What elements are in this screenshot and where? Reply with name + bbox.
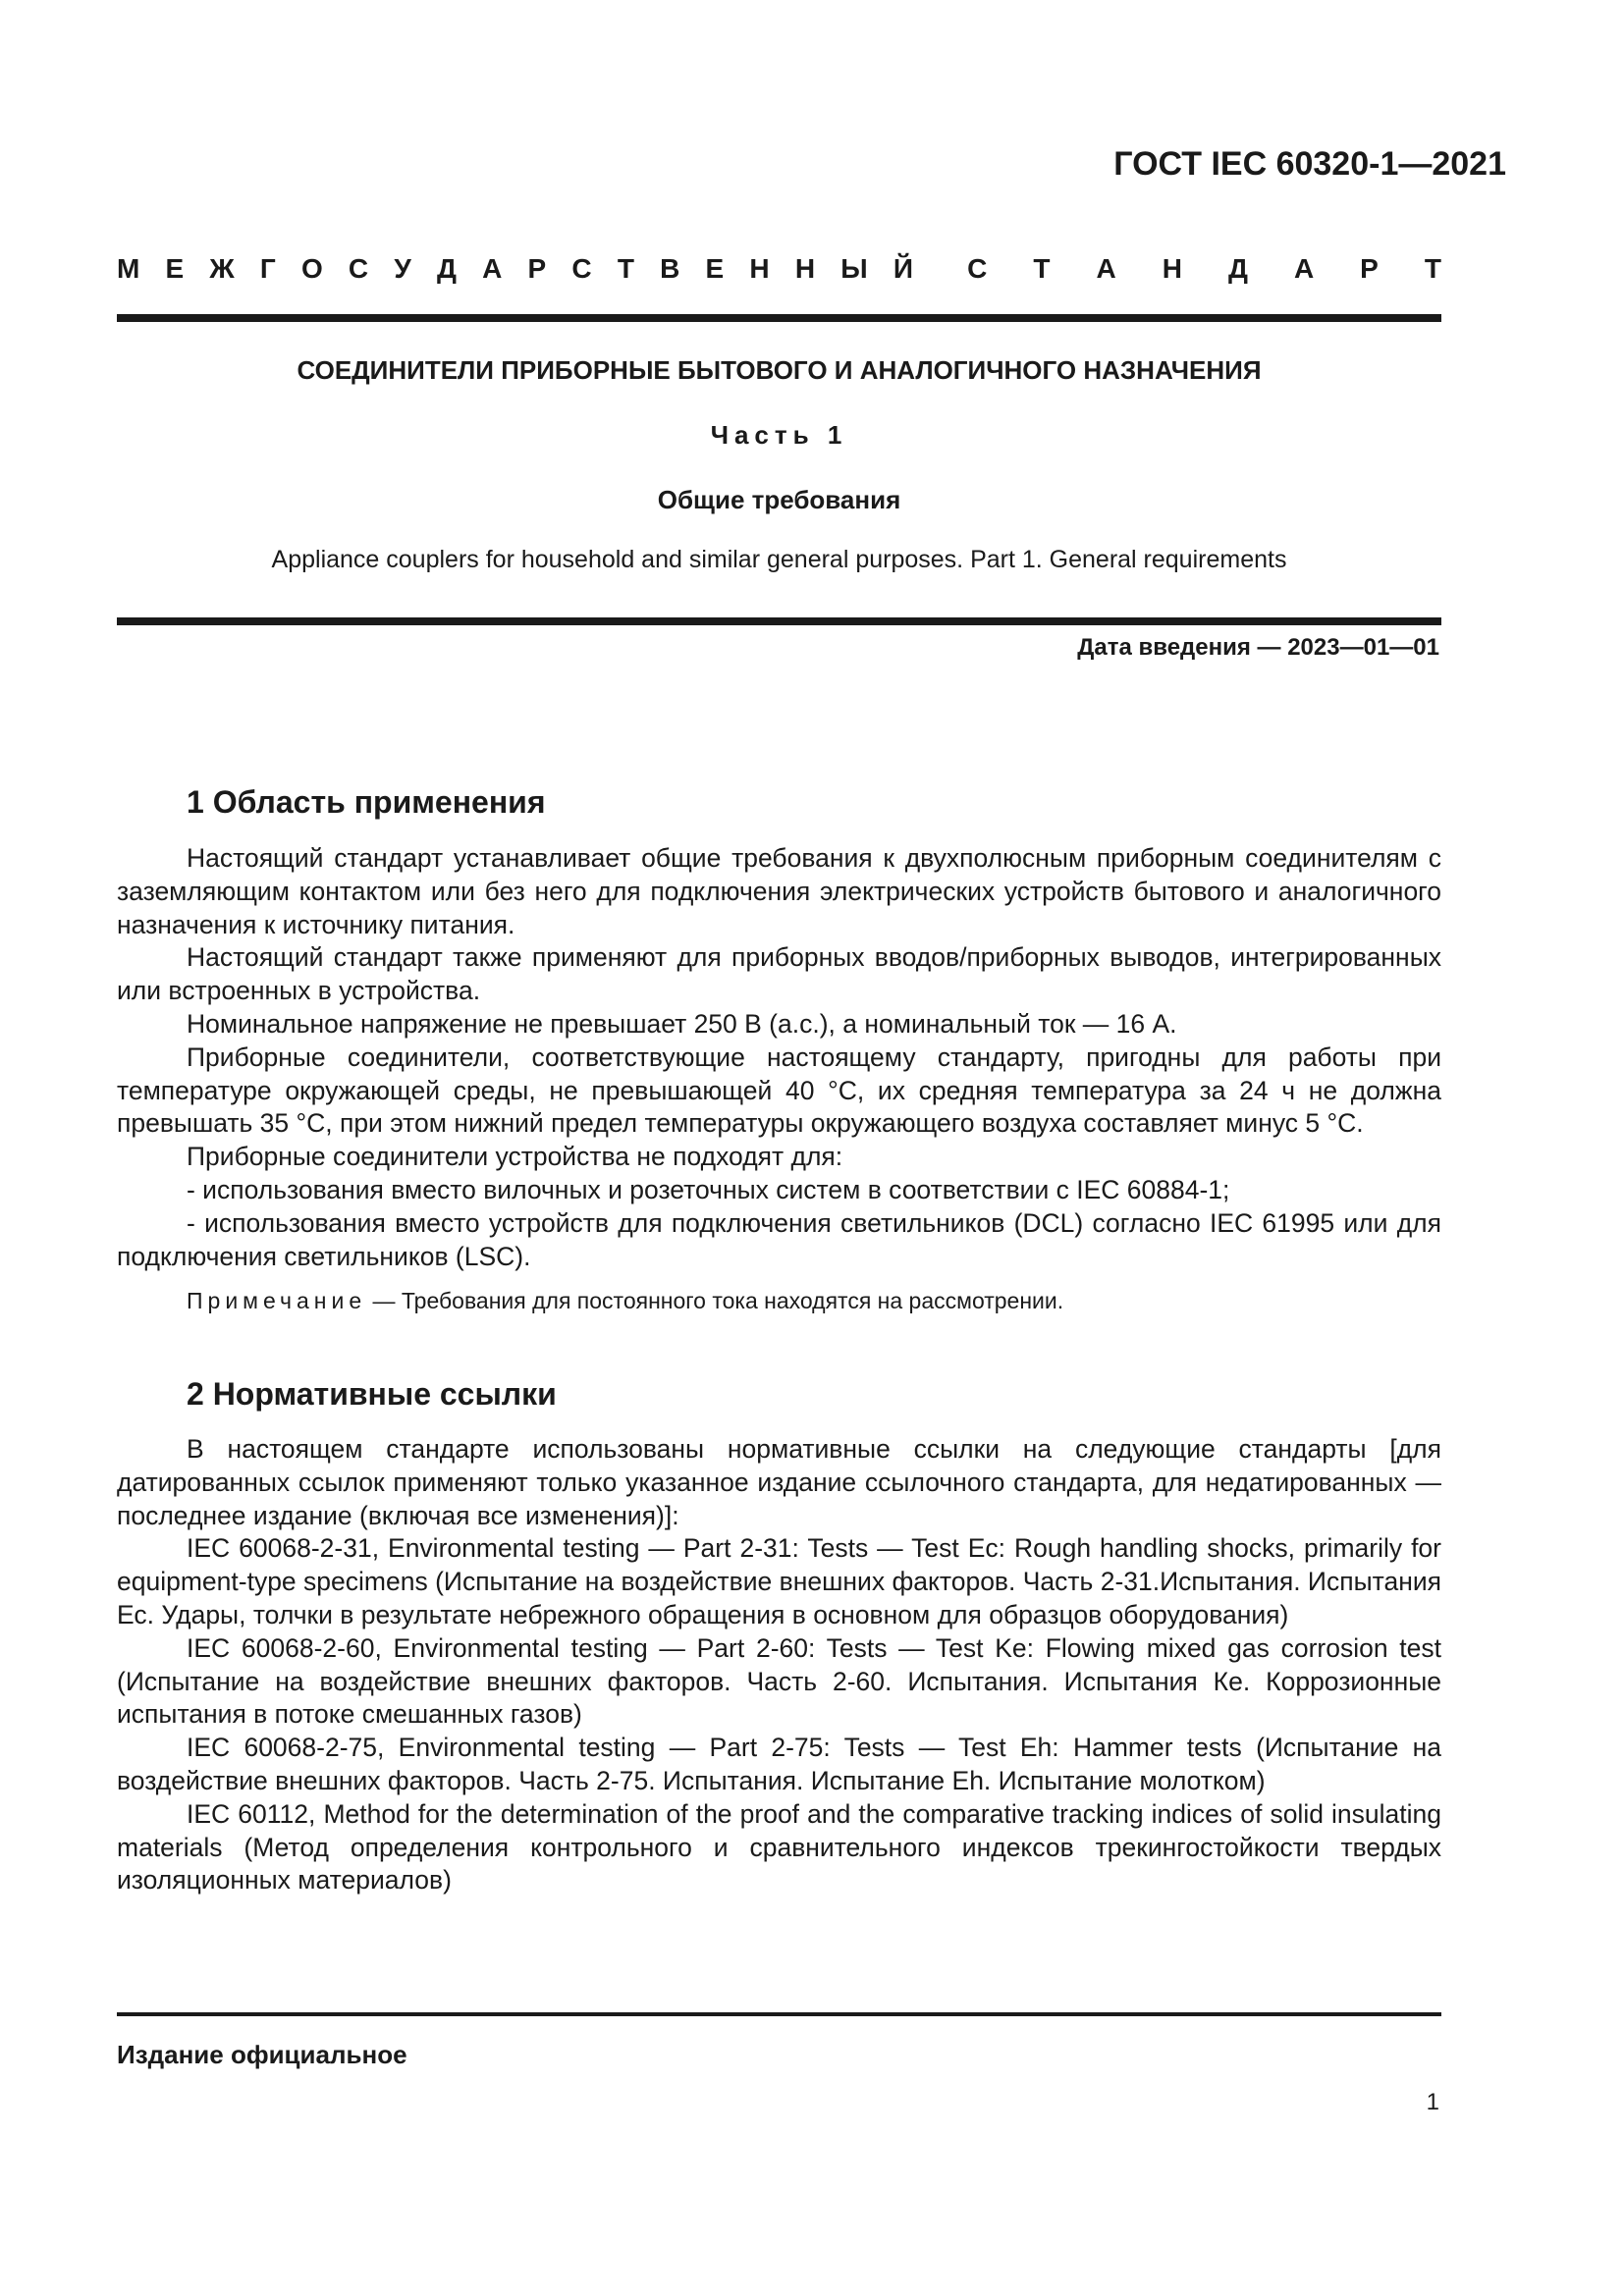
banner-letter: Т [1424,253,1441,284]
section-1-body [117,842,1441,1273]
paragraph: Приборные соединители устройства не подходят для: [187,1142,843,1172]
standard-code: ГОСТ IEC 60320-1—2021 [1113,145,1506,183]
reference-item: IEC 60068-2-60, Environmental testing — Part 2-60: Tests — Test Ke: Flowing mixed gas corrosion test (Испытание на воздействие внешних факторов. Часть 2-60. Испытания. Испытания Ке. Коррозионные испытания в потоке смешанных газов) [117,1632,1441,1730]
page-number: 1 [1426,2089,1439,2115]
note-label: Примечание [187,1288,367,1313]
reference-item: IEC 60068-2-75, Environmental testing — Part 2-75: Tests — Test Eh: Hammer tests (Испытание на воздействие внешних факторов. Часть 2-75. Испытания. Испытание Eh. Испытание молотком) [117,1733,1441,1795]
document-title: СОЕДИНИТЕЛИ ПРИБОРНЫЕ БЫТОВОГО И АНАЛОГИЧНОГО НАЗНАЧЕНИЯ [297,355,1262,385]
reference-item: IEC 60112, Method for the determination of the proof and the comparative tracking indices of solid insulating materials (Метод определения контрольного и сравнительного индексов трекингостойкости твердых изоляционных материалов) [117,1798,1441,1896]
banner-letter: Е [165,253,185,284]
introduction-date: Дата введения — 2023—01—01 [1077,634,1439,661]
section-2-body [117,1433,1441,1897]
banner-letter: Т [617,253,634,284]
document-part: Часть 1 [710,420,848,450]
list-item: - использования вместо вилочных и розеточных систем в соответствии с IEC 60884-1; [187,1174,1230,1204]
official-edition-label: Издание официальное [117,2040,407,2069]
paragraph: Настоящий стандарт также применяют для приборных вводов/приборных выводов, интегрированных или встроенных в устройства. [117,942,1441,1006]
banner-letter: Н [794,253,816,284]
banner-letter: Н [1162,253,1182,284]
header-divider [117,314,1441,322]
banner-letter: Т [1033,253,1051,284]
note-text: — Требования для постоянного тока находятся на рассмотрении. [366,1288,1064,1313]
banner-letter: В [660,253,680,284]
reference-item: IEC 60068-2-31, Environmental testing — Part 2-31: Tests — Test Ec: Rough handling shocks, primarily for equipment-type specimens (Испытание на воздействие внешних факторов. Часть 2-31.Испытания. Испытания Ес. Удары, толчки в результате небрежного обращения в основном для образцов оборудования) [117,1533,1441,1629]
banner-letters-2 [967,253,1441,289]
banner-letter: Ж [209,253,235,284]
paragraph: В настоящем стандарте использованы нормативные ссылки на следующие стандарты [для датированных ссылок применяют только указанное издание ссылочного стандарта, для недатированных — последнее издание (включая все изменения)]: [117,1434,1441,1530]
banner-letter: А [482,253,503,284]
banner-letters-1 [117,253,913,289]
banner-letter: Д [1227,253,1248,284]
banner-letter: А [1096,253,1116,284]
banner-letter: А [1293,253,1315,284]
footer-divider [117,2012,1441,2016]
banner-letter: Ы [840,253,868,284]
banner-letter: С [571,253,592,284]
section-1-heading: 1 Область применения [187,784,546,820]
banner-letter: Е [705,253,725,284]
banner-letter: Д [436,253,457,284]
banner-letter: Й [893,253,913,284]
document-subtitle: Общие требования [657,485,901,514]
banner-letter: М [117,253,140,284]
paragraph: Настоящий стандарт устанавливает общие требования к двухполюсным приборным соединителям с заземляющим контактом или без него для подключения электрических устройств бытового и аналогичного назначения к источнику питания. [117,843,1441,939]
section-2-heading: 2 Нормативные ссылки [187,1376,557,1412]
banner-letter: С [348,253,369,284]
title-divider [117,617,1441,625]
banner-letter: С [967,253,988,284]
note [187,1288,1063,1314]
paragraph: Номинальное напряжение не превышает 250 В (a.c.), а номинальный ток — 16 А. [187,1008,1177,1039]
document-title-english: Appliance couplers for household and similar general purposes. Part 1. General requirements [271,546,1287,573]
banner-letter: У [394,253,411,284]
banner-letter: О [300,253,323,284]
standard-type-banner [117,253,1441,289]
paragraph: Приборные соединители, соответствующие настоящему стандарту, пригодны для работы при температуре окружающей среды, не превышающей 40 °С, их средняя температура за 24 ч не должна превышать 35 °С, при этом нижний предел температуры окружающего воздуха составляет минус 5 °С. [117,1041,1441,1139]
list-item: - использования вместо устройств для подключения светильников (DCL) согласно IEC 61995 или для подключения светильников (LSC). [117,1207,1441,1271]
banner-letter: Г [259,253,276,284]
banner-letter: Р [527,253,547,284]
banner-letter: Н [749,253,770,284]
banner-letter: Р [1360,253,1379,284]
